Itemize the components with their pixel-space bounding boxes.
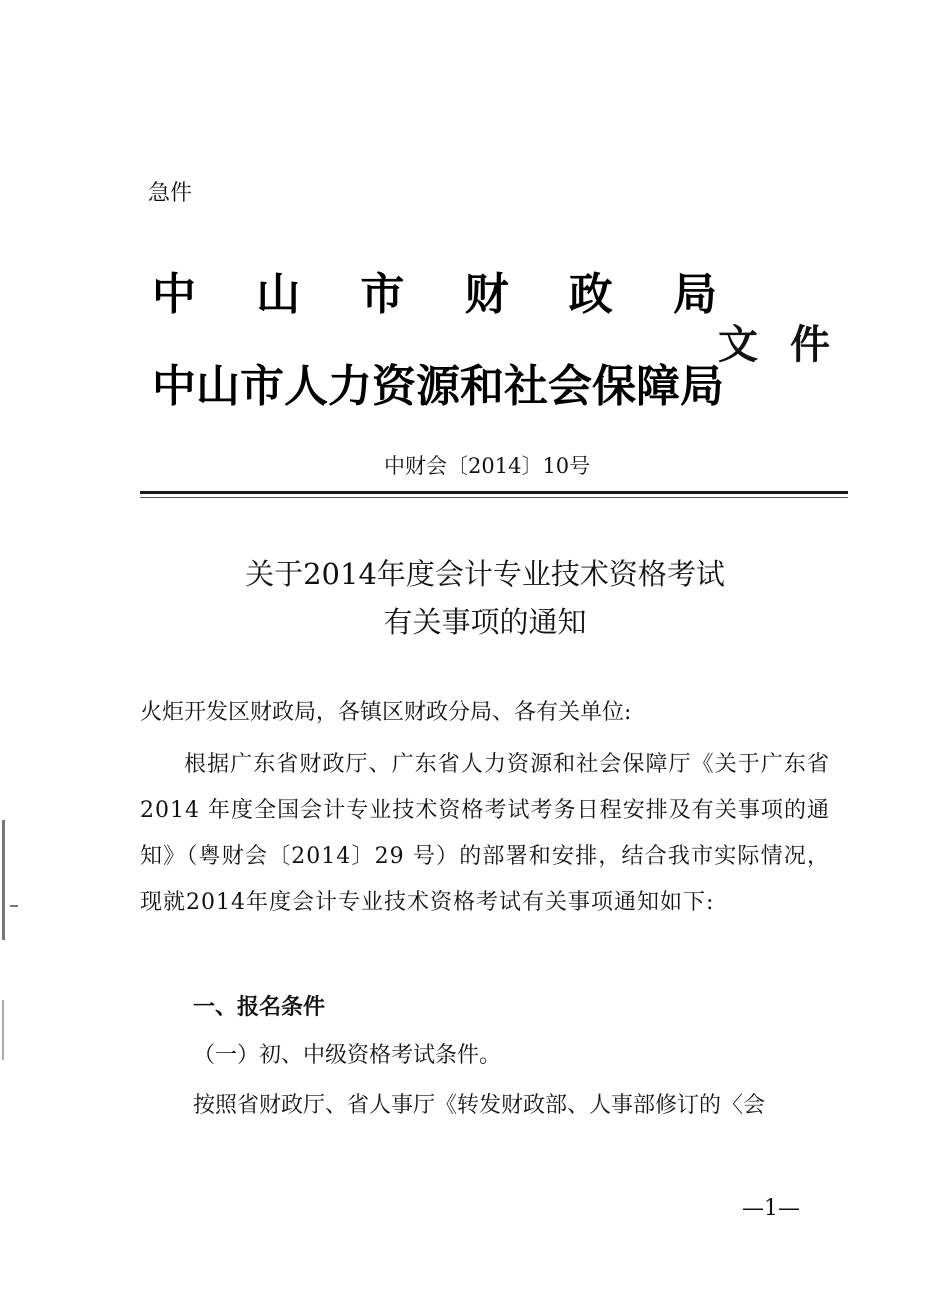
header-divider <box>140 491 848 494</box>
issuer-finance-bureau <box>152 258 717 322</box>
scan-mark <box>2 1000 4 1060</box>
scan-mark <box>2 820 5 940</box>
issuer-char: 局 <box>672 269 717 320</box>
issuer-char: 财 <box>464 269 509 320</box>
subsection-heading: （一）初、中级资格考试条件。 <box>193 1043 502 1068</box>
urgent-label: 急件 <box>148 181 193 206</box>
issuer-char: 山 <box>256 269 301 320</box>
document-number: 中财会〔2014〕10号 <box>384 454 591 478</box>
body-paragraph-2: 按照省财政厅、省人事厅《转发财政部、人事部修订的〈会 <box>193 1093 766 1118</box>
body-paragraph: 根据广东省财政厅、广东省人力资源和社会保障厅《关于广东省 2014 年度全国会计专业技术资格考试考务日程安排及有关事项的通知》（粤财会〔2014〕29 号）的部署和安排，结合我市实际情况，现就2014年度会计专业技术资格考试有关事项通知如下: <box>140 752 830 915</box>
notice-title-line2: 有关事项的通知 <box>383 605 587 639</box>
addressee: 火炬开发区财政局，各镇区财政分局、各有关单位: <box>140 700 632 725</box>
header-divider-thin <box>140 497 848 498</box>
scan-mark <box>10 905 18 907</box>
page-number: —1— <box>742 1196 800 1221</box>
issuer-char: 中 <box>152 269 196 320</box>
doctype-char: 文 <box>718 322 758 368</box>
issuer-char: 政 <box>568 269 613 320</box>
issuer-hr-bureau: 中山市人力资源和社会保障局 <box>152 361 724 412</box>
notice-title-line1: 关于2014年度会计专业技术资格考试 <box>245 557 725 591</box>
issuer-char: 市 <box>360 269 405 320</box>
doctype-char: 件 <box>790 322 830 368</box>
document-type-label <box>718 313 830 370</box>
section-heading: 一、报名条件 <box>193 995 326 1020</box>
